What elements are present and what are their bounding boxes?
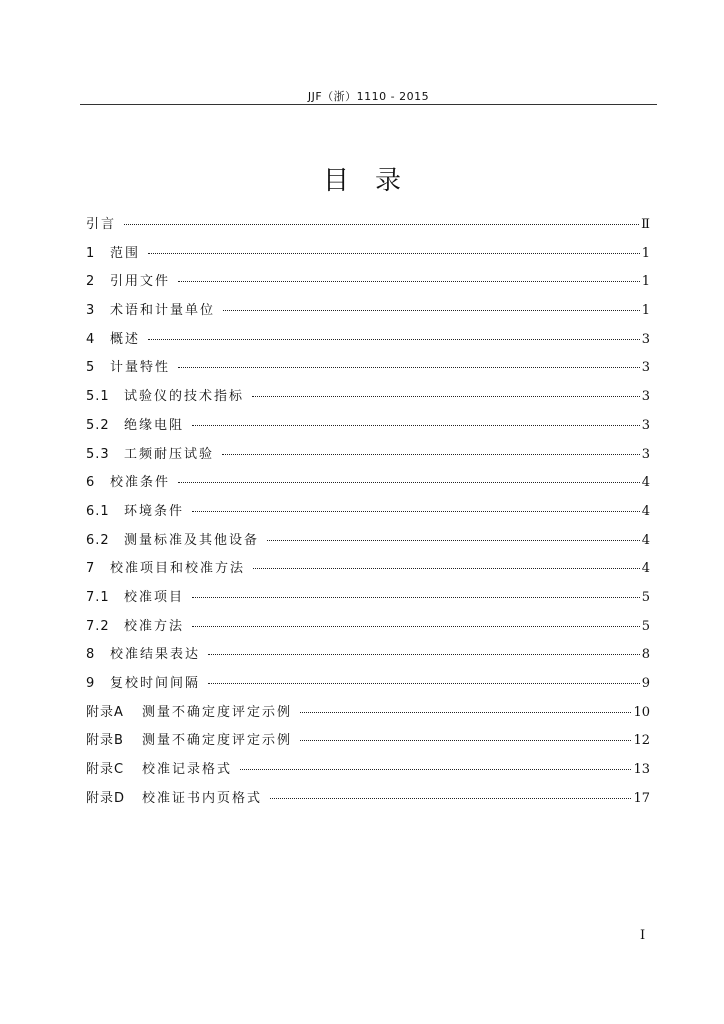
toc-entry-page: 5 xyxy=(641,618,650,634)
toc-entry-page: 9 xyxy=(641,676,650,691)
toc-entry[interactable] xyxy=(86,643,650,672)
toc-entry[interactable] xyxy=(86,672,650,701)
toc-entry[interactable] xyxy=(86,586,650,615)
toc-entry-number: 7.2 xyxy=(86,618,110,634)
toc-dot-leader xyxy=(270,798,631,799)
toc-dot-leader xyxy=(178,482,640,483)
toc-entry-page: 3 xyxy=(641,446,650,462)
toc-entry-page: 3 xyxy=(641,360,650,376)
toc-entry-label: 校准证书内页格式 xyxy=(142,790,263,806)
toc-dot-leader xyxy=(253,568,640,569)
toc-entry-label: 测量不确定度评定示例 xyxy=(142,733,293,749)
toc-entry-page: 3 xyxy=(641,331,650,347)
toc-entry-page: 13 xyxy=(633,762,650,778)
toc-entry-number: 4 xyxy=(86,331,96,347)
toc-entry-number: 2 xyxy=(86,274,96,290)
toc-dot-leader xyxy=(300,712,631,713)
toc-entry-label: 环境条件 xyxy=(124,503,185,519)
toc-entry-number: 附录A xyxy=(86,704,124,720)
toc-entry[interactable] xyxy=(86,471,650,500)
toc-entry[interactable] xyxy=(86,500,650,529)
toc-dot-leader xyxy=(300,740,631,741)
toc-entry-page: 4 xyxy=(641,561,650,577)
toc-entry-page: 17 xyxy=(633,790,650,806)
toc-entry[interactable] xyxy=(86,529,650,558)
toc-entry-number: 6 xyxy=(86,475,96,491)
toc-entry-label: 测量标准及其他设备 xyxy=(124,532,260,548)
toc-dot-leader xyxy=(267,540,640,541)
toc-entry-label: 校准记录格式 xyxy=(142,762,233,778)
toc-entry-number: 7.1 xyxy=(86,589,110,605)
toc-dot-leader xyxy=(124,224,639,225)
toc-entry[interactable] xyxy=(86,299,650,328)
toc-dot-leader xyxy=(192,425,640,426)
toc-dot-leader xyxy=(148,253,640,254)
toc-entry-label: 校准方法 xyxy=(124,618,185,634)
toc-entry-label: 复校时间间隔 xyxy=(110,676,201,691)
toc-entry-page: 4 xyxy=(641,503,650,519)
toc-entry-page: 8 xyxy=(641,647,650,663)
toc-entry-label: 测量不确定度评定示例 xyxy=(142,704,293,720)
toc-entry[interactable] xyxy=(86,729,650,758)
toc-dot-leader xyxy=(178,281,640,282)
table-of-contents xyxy=(86,213,650,815)
toc-entry-label: 校准项目 xyxy=(124,589,185,605)
toc-entry-number: 附录D xyxy=(86,790,126,806)
toc-entry-number: 6.2 xyxy=(86,532,110,548)
toc-entry-number: 7 xyxy=(86,561,96,577)
toc-entry-label: 校准条件 xyxy=(110,475,171,491)
toc-entry-number: 附录C xyxy=(86,762,125,778)
toc-entry-page: 1 xyxy=(641,303,650,319)
toc-entry[interactable] xyxy=(86,385,650,414)
toc-dot-leader xyxy=(192,626,640,627)
toc-entry[interactable] xyxy=(86,213,650,242)
toc-entry-number: 5.3 xyxy=(86,446,110,462)
toc-entry-page: 3 xyxy=(641,389,650,405)
toc-entry-page: Ⅱ xyxy=(641,217,650,232)
toc-entry-number: 附录B xyxy=(86,733,124,749)
toc-dot-leader xyxy=(240,769,631,770)
toc-entry-label: 引用文件 xyxy=(110,274,171,290)
toc-dot-leader xyxy=(208,683,640,684)
toc-entry-number: 8 xyxy=(86,647,96,663)
toc-entry-label: 工频耐压试验 xyxy=(124,446,215,462)
toc-entry[interactable] xyxy=(86,414,650,443)
toc-entry-label: 范围 xyxy=(110,245,141,261)
toc-entry[interactable] xyxy=(86,270,650,299)
toc-entry-label: 概述 xyxy=(110,331,141,347)
toc-entry[interactable] xyxy=(86,701,650,730)
toc-entry-label: 校准结果表达 xyxy=(110,647,201,663)
toc-entry-number: 5 xyxy=(86,360,96,376)
toc-dot-leader xyxy=(208,654,640,655)
toc-entry-number: 9 xyxy=(86,676,96,691)
toc-entry-label: 计量特性 xyxy=(110,360,171,376)
toc-entry-number: 3 xyxy=(86,303,96,319)
toc-dot-leader xyxy=(252,396,640,397)
toc-entry[interactable] xyxy=(86,242,650,271)
toc-dot-leader xyxy=(148,339,640,340)
toc-entry-page: 10 xyxy=(633,704,650,720)
toc-dot-leader xyxy=(223,310,640,311)
toc-entry[interactable] xyxy=(86,787,650,816)
toc-entry-label: 引言 xyxy=(86,217,117,232)
toc-entry[interactable] xyxy=(86,758,650,787)
toc-entry-page: 12 xyxy=(633,733,650,749)
toc-entry[interactable] xyxy=(86,328,650,357)
toc-entry-number: 6.1 xyxy=(86,503,110,519)
toc-entry[interactable] xyxy=(86,356,650,385)
header-rule xyxy=(80,104,657,105)
toc-dot-leader xyxy=(192,511,640,512)
page-title: 目录 xyxy=(322,166,427,196)
toc-entry-number: 1 xyxy=(86,245,96,261)
toc-entry-page: 5 xyxy=(641,589,650,605)
toc-entry[interactable] xyxy=(86,615,650,644)
document-code-header: JJF（浙）1110 - 2015 xyxy=(307,90,430,103)
toc-entry-number: 5.1 xyxy=(86,389,110,405)
toc-entry-label: 试验仪的技术指标 xyxy=(124,389,245,405)
toc-entry-label: 校准项目和校准方法 xyxy=(110,561,246,577)
toc-entry-page: 1 xyxy=(641,245,650,261)
toc-entry[interactable] xyxy=(86,557,650,586)
page-number: I xyxy=(640,928,646,943)
toc-entry-label: 绝缘电阻 xyxy=(124,417,185,433)
toc-entry-page: 3 xyxy=(641,417,650,433)
toc-dot-leader xyxy=(192,597,640,598)
toc-dot-leader xyxy=(178,367,640,368)
toc-entry-page: 4 xyxy=(641,475,650,491)
toc-entry-label: 术语和计量单位 xyxy=(110,303,216,319)
toc-entry-page: 4 xyxy=(641,532,650,548)
toc-entry-number: 5.2 xyxy=(86,417,110,433)
toc-entry-page: 1 xyxy=(641,274,650,290)
toc-dot-leader xyxy=(222,454,640,455)
toc-entry[interactable] xyxy=(86,443,650,472)
